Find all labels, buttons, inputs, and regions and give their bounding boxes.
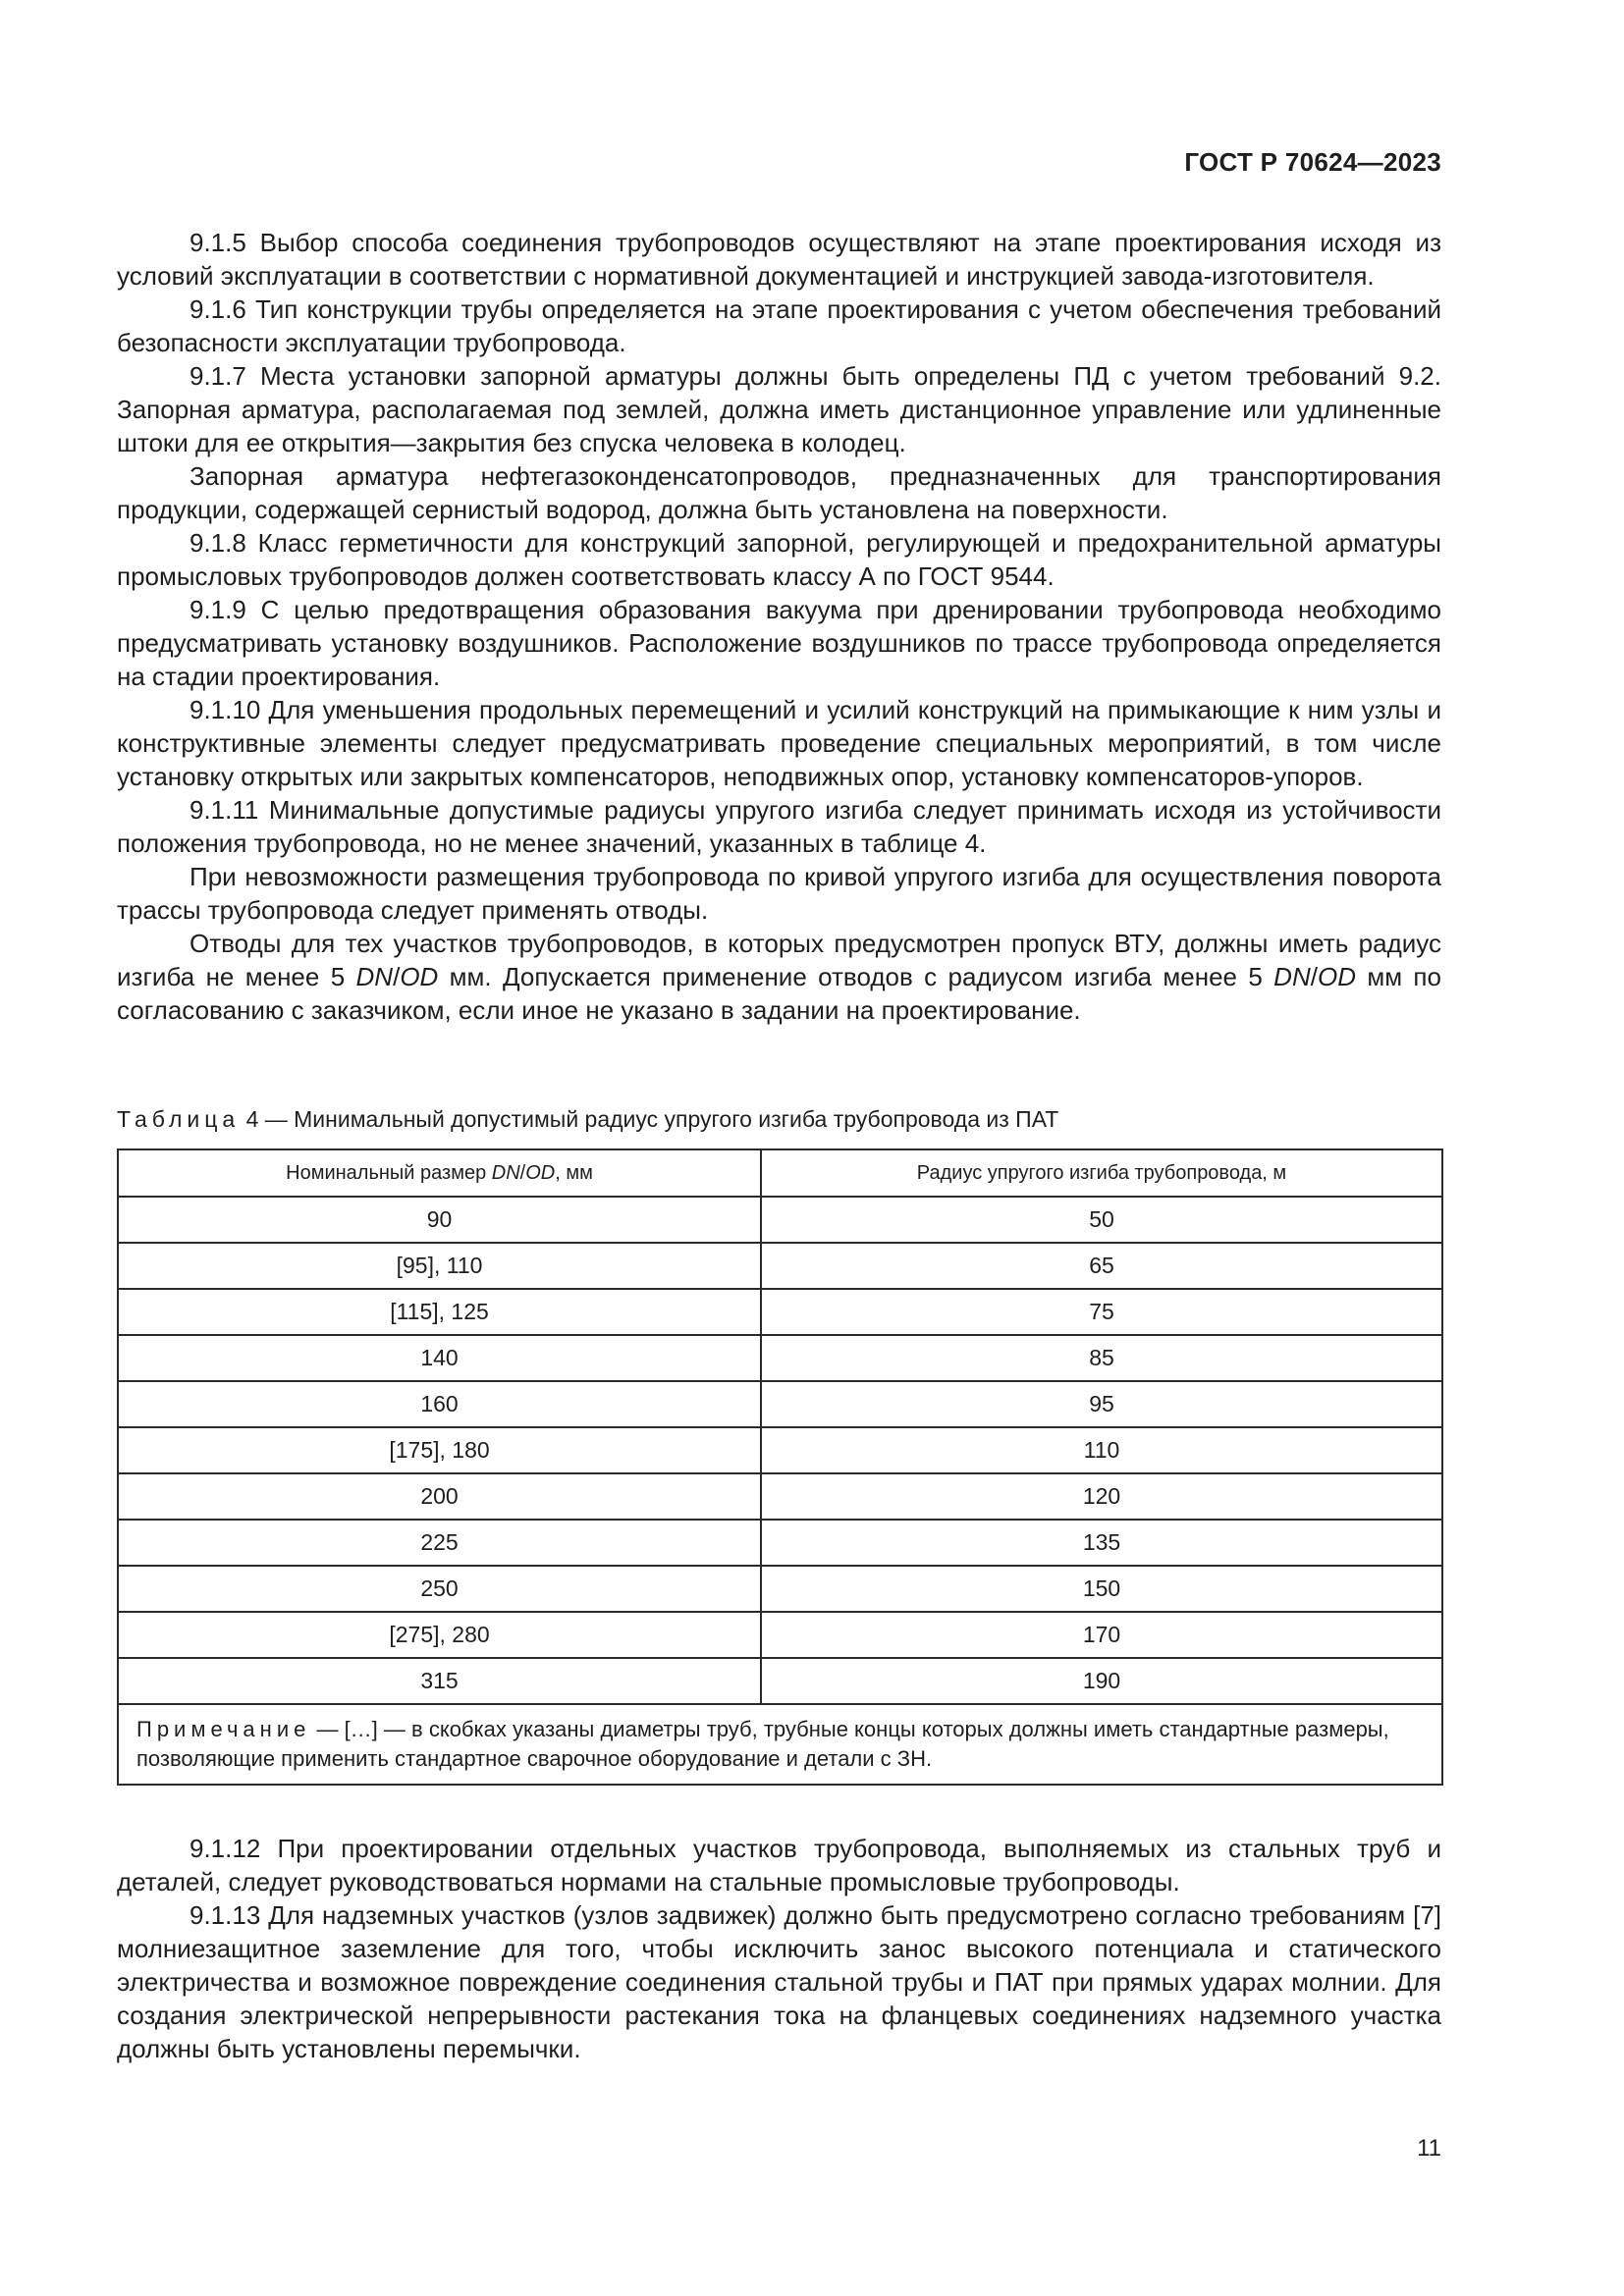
col1-header-dn: DN xyxy=(491,1161,520,1184)
cell-radius: 85 xyxy=(761,1335,1442,1381)
table-row xyxy=(118,1566,1442,1612)
cell-size: [275], 280 xyxy=(118,1612,761,1658)
paragraph-9-1-13: 9.1.13 Для надземных участков (узлов задвижек) должно быть предусмотрено согласно требованиям [7] молниезащитное заземление для того, чтобы исключить занос высокого потенциала и статического электричества и возможное повреждение соединения стальной трубы и ПАТ при прямых ударах молнии. Для создания электрической непрерывности растекания тока на фланцевых соединениях надземного участка должны быть установлены перемычки. xyxy=(117,1900,1441,2063)
dnod-text-2: мм. Допускается применение отводов с радиусом изгиба менее 5 xyxy=(438,962,1274,991)
paragraph-dn-od-bends xyxy=(117,927,1441,1027)
cell-size: 140 xyxy=(118,1335,761,1381)
cell-radius: 75 xyxy=(761,1289,1442,1335)
paragraph-9-1-9: 9.1.9 С целью предотвращения образования вакуума при дренировании трубопровода необходимо предусматривать установку воздушников. Расположение воздушников по трассе трубопровода определяется на стадии проектирования. xyxy=(117,595,1441,691)
cell-radius: 65 xyxy=(761,1243,1442,1289)
column-header-bend-radius: Радиус упругого изгиба трубопровода, м xyxy=(761,1149,1442,1197)
cell-radius: 150 xyxy=(761,1566,1442,1612)
table-row xyxy=(118,1289,1442,1335)
dnod-slash-1: / xyxy=(393,962,401,991)
table-4-block xyxy=(117,1104,1441,1786)
paragraph-9-1-7: 9.1.7 Места установки запорной арматуры должны быть определены ПД с учетом требований 9.2. Запорная арматура, располагаемая под землей, должна иметь дистанционное управление или удлиненные штоки для ее открытия—закрытия без спуска человека в колодец. xyxy=(117,361,1441,457)
cell-radius: 170 xyxy=(761,1612,1442,1658)
dnod-slash-2: / xyxy=(1310,962,1318,991)
body-text-bottom xyxy=(117,1832,1441,2065)
dnod-text-3: мм по согласованию с заказчиком, если иное не указано в задании на проектирование. xyxy=(117,962,1441,1025)
table-note-label: Примечание xyxy=(136,1717,311,1741)
paragraph-9-1-11: 9.1.11 Минимальные допустимые радиусы упругого изгиба следует принимать исходя из устойчивости положения трубопровода, но не менее значений, указанных в таблице 4. xyxy=(117,795,1441,858)
cell-size: 90 xyxy=(118,1197,761,1243)
cell-size: 225 xyxy=(118,1520,761,1566)
table-header-row xyxy=(118,1149,1442,1197)
table-row xyxy=(118,1473,1442,1520)
cell-radius: 50 xyxy=(761,1197,1442,1243)
paragraph-shutoff-valves: Запорная арматура нефтегазоконденсатопроводов, предназначенных для транспортирования продукции, содержащей сернистый водород, должна быть установлена на поверхности. xyxy=(117,461,1441,524)
paragraph-9-1-6: 9.1.6 Тип конструкции трубы определяется на этапе проектирования с учетом обеспечения требований безопасности эксплуатации трубопровода. xyxy=(117,294,1441,357)
cell-size: [115], 125 xyxy=(118,1289,761,1335)
cell-size: 250 xyxy=(118,1566,761,1612)
paragraph-9-1-10: 9.1.10 Для уменьшения продольных перемещений и усилий конструкций на примыкающие к ним узлы и конструктивные элементы следует предусматривать проведение специальных мероприятий, в том числе установку открытых или закрытых компенсаторов, неподвижных опор, установку компенсаторов-упоров. xyxy=(117,695,1441,791)
table-note-row xyxy=(118,1704,1442,1785)
dnod-italic-od-1: OD xyxy=(400,962,439,991)
col1-header-post: , мм xyxy=(555,1161,593,1184)
document-code-header: ГОСТ Р 70624—2023 xyxy=(1184,147,1441,177)
cell-size: [175], 180 xyxy=(118,1427,761,1473)
table-row xyxy=(118,1243,1442,1289)
cell-radius: 135 xyxy=(761,1520,1442,1566)
col1-header-slash: / xyxy=(519,1161,526,1184)
dnod-italic-dn-2: DN xyxy=(1273,962,1311,991)
table-row xyxy=(118,1520,1442,1566)
dnod-italic-od-2: OD xyxy=(1317,962,1356,991)
table-row xyxy=(118,1427,1442,1473)
bend-radius-table xyxy=(117,1148,1443,1786)
table-row xyxy=(118,1197,1442,1243)
table-note-text: — […] — в скобках указаны диаметры труб, трубные концы которых должны иметь стандартные размеры, позволяющие применить стандартное сварочное оборудование и детали с ЗН. xyxy=(136,1717,1389,1771)
table-row xyxy=(118,1612,1442,1658)
table-note xyxy=(118,1704,1442,1785)
cell-radius: 95 xyxy=(761,1381,1442,1427)
cell-size: 160 xyxy=(118,1381,761,1427)
dnod-italic-dn-1: DN xyxy=(355,962,394,991)
table-caption xyxy=(117,1104,1441,1134)
cell-size: 200 xyxy=(118,1473,761,1520)
paragraph-9-1-12: 9.1.12 При проектировании отдельных участков трубопровода, выполняемых из стальных труб и деталей, следует руководствоваться нормами на стальные промысловые трубопроводы. xyxy=(117,1834,1441,1896)
col1-header-od: OD xyxy=(525,1161,556,1184)
table-row xyxy=(118,1658,1442,1704)
page-number: 11 xyxy=(1417,2135,1441,2162)
table-caption-label: Таблица xyxy=(117,1106,241,1132)
col1-header-pre: Номинальный размер xyxy=(286,1161,492,1184)
table-row xyxy=(118,1335,1442,1381)
paragraph-9-1-8: 9.1.8 Класс герметичности для конструкций запорной, регулирующей и предохранительной арматуры промысловых трубопроводов должен соответствовать классу А по ГОСТ 9544. xyxy=(117,528,1441,591)
body-text-top xyxy=(117,226,1441,1027)
table-row xyxy=(118,1381,1442,1427)
cell-size: [95], 110 xyxy=(118,1243,761,1289)
paragraph-9-1-5: 9.1.5 Выбор способа соединения трубопроводов осуществляют на этапе проектирования исходя из условий эксплуатации в соответствии с нормативной документацией и инструкцией завода-изготовителя. xyxy=(117,228,1441,291)
column-header-nominal-size xyxy=(118,1149,761,1197)
dnod-text-1: Отводы для тех участков трубопроводов, в которых предусмотрен пропуск ВТУ, должны иметь радиус изгиба не менее 5 xyxy=(117,929,1441,991)
paragraph-bends: При невозможности размещения трубопровода по кривой упругого изгиба для осуществления поворота трассы трубопровода следует применять отводы. xyxy=(117,862,1441,925)
cell-radius: 190 xyxy=(761,1658,1442,1704)
cell-radius: 110 xyxy=(761,1427,1442,1473)
table-caption-text: 4 — Минимальный допустимый радиус упругого изгиба трубопровода из ПАТ xyxy=(240,1106,1059,1132)
cell-radius: 120 xyxy=(761,1473,1442,1520)
cell-size: 315 xyxy=(118,1658,761,1704)
